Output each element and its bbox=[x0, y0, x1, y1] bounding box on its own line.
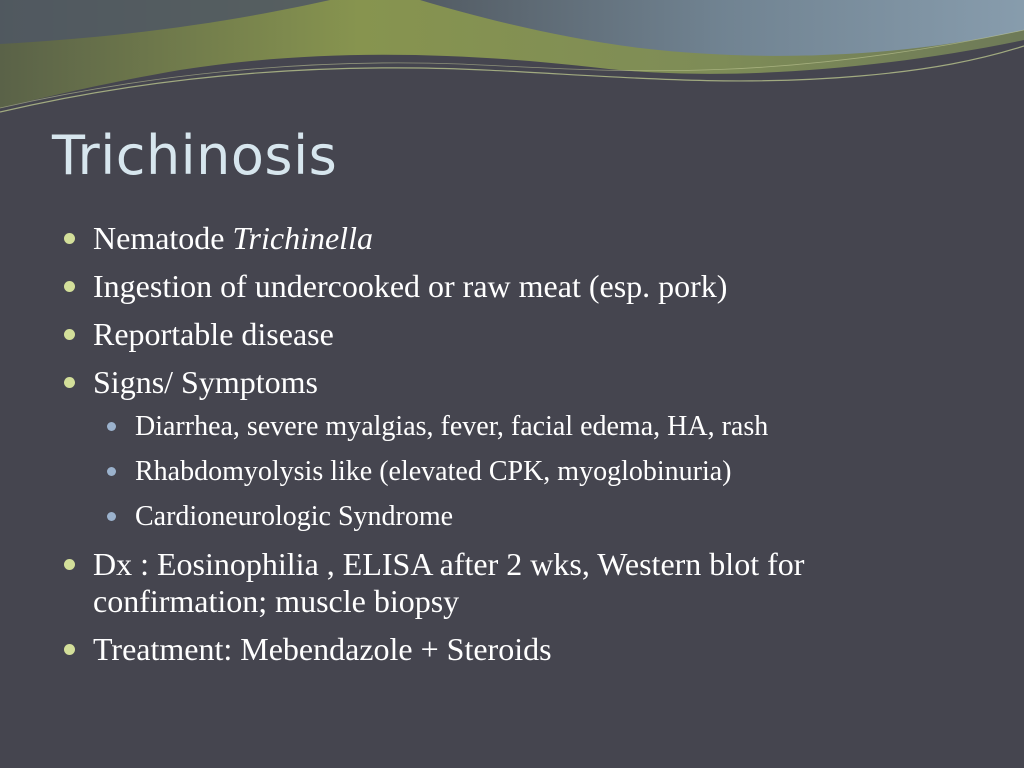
bullet-dot-icon bbox=[64, 644, 75, 655]
bullet-text: Ingestion of undercooked or raw meat (esp. pork) bbox=[93, 268, 728, 304]
bullet-item bbox=[60, 316, 980, 353]
sub-bullet-dot-icon bbox=[107, 422, 116, 431]
bullet-item bbox=[60, 631, 980, 668]
bullet-italic-text: Trichinella bbox=[232, 220, 373, 256]
sub-bullet-text: Rhabdomyolysis like (elevated CPK, myoglobinuria) bbox=[135, 456, 732, 487]
bullet-text: Signs/ Symptoms bbox=[93, 364, 318, 400]
sub-bullet-dot-icon bbox=[107, 512, 116, 521]
bullet-text: Treatment: Mebendazole + Steroids bbox=[93, 631, 552, 667]
sub-bullet-dot-icon bbox=[107, 467, 116, 476]
sub-bullet-text: Diarrhea, severe myalgias, fever, facial edema, HA, rash bbox=[135, 411, 769, 442]
bullet-text: Reportable disease bbox=[93, 316, 334, 352]
sub-bullet-item bbox=[60, 500, 980, 533]
bullet-list bbox=[60, 220, 980, 679]
bullet-item bbox=[60, 546, 980, 620]
bullet-dot-icon bbox=[64, 281, 75, 292]
sub-bullet-item bbox=[60, 410, 980, 443]
bullet-text: Nematode bbox=[93, 220, 233, 256]
bullet-text: Dx : Eosinophilia , ELISA after 2 wks, Western blot for confirmation; muscle biopsy bbox=[93, 546, 805, 619]
sub-bullet-list bbox=[60, 410, 980, 533]
bullet-item bbox=[60, 268, 980, 305]
bullet-dot-icon bbox=[64, 233, 75, 244]
sub-bullet-text: Cardioneurologic Syndrome bbox=[135, 501, 454, 532]
bullet-dot-icon bbox=[64, 329, 75, 340]
bullet-item bbox=[60, 220, 980, 257]
slide-title: Trichinosis bbox=[52, 124, 338, 187]
header-wave-decoration bbox=[0, 0, 1024, 130]
sub-bullet-item bbox=[60, 455, 980, 488]
bullet-item bbox=[60, 364, 980, 401]
bullet-dot-icon bbox=[64, 559, 75, 570]
bullet-dot-icon bbox=[64, 377, 75, 388]
